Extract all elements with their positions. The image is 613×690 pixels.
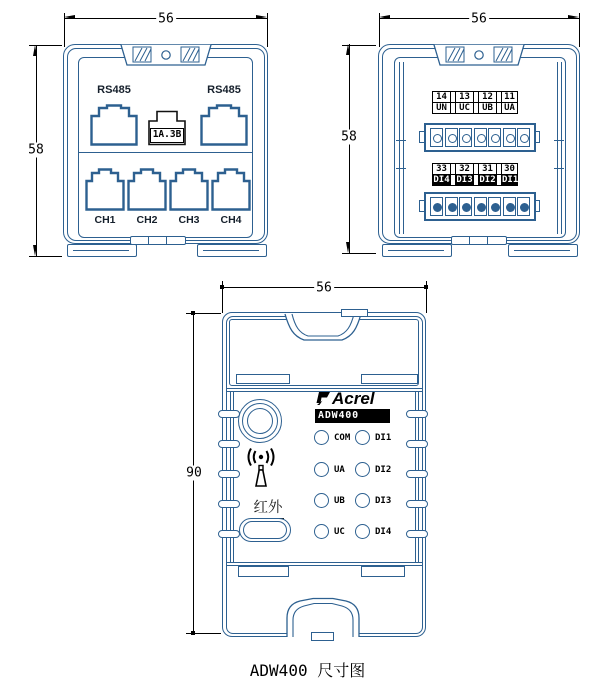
terminal-cell: 12 (478, 91, 497, 103)
din-tab-line (148, 237, 149, 244)
dim-arrow (33, 245, 37, 256)
channel-tick (554, 140, 564, 141)
dim-height-rear-right: 58 (341, 129, 357, 145)
dim-terminator (191, 311, 195, 315)
dim-arrow (256, 15, 267, 19)
led-di1 (355, 430, 370, 445)
vent-rib (406, 500, 428, 508)
vent-rib (406, 440, 428, 448)
dim-arrow (346, 242, 350, 253)
screw-terminal (459, 197, 472, 216)
screw-hole-icon (162, 51, 170, 59)
channel-tick (396, 168, 406, 169)
led-ua (314, 462, 329, 477)
screw-hole-icon (475, 51, 483, 59)
terminal-cell: 14 (432, 91, 451, 103)
channel-tick (396, 140, 406, 141)
rj45-port-ch1 (85, 168, 125, 211)
dim-arrow (346, 44, 350, 55)
side-channel (557, 62, 558, 234)
led-ub (314, 493, 329, 508)
screw-terminal (459, 128, 472, 147)
led-di1-label: DI1 (375, 433, 392, 443)
extension-line (29, 256, 62, 257)
terminal-cell: UC (455, 102, 474, 114)
led-ub-label: UB (334, 496, 345, 506)
ch1-label: CH1 (94, 214, 116, 226)
terminal-cell: UN (432, 102, 451, 114)
din-center-tab (130, 236, 186, 245)
screw-terminal (517, 197, 530, 216)
din-clip-line (73, 250, 129, 251)
extension-line (267, 13, 268, 47)
vent-rib (218, 530, 240, 538)
lower-terminal-block (424, 192, 536, 221)
bottom-slot-right (361, 566, 405, 577)
dim-terminator (424, 285, 428, 289)
upper-terminal-block (424, 123, 536, 152)
dim-width-rear-right: 56 (471, 11, 487, 27)
din-clip-line (203, 250, 259, 251)
vent-rib (218, 500, 240, 508)
acrel-logo-icon (316, 391, 331, 406)
terminal-cell: 31 (478, 163, 497, 175)
led-di2 (355, 462, 370, 477)
dim-width-rear-left: 56 (158, 11, 174, 27)
bottom-slot-left (238, 566, 289, 577)
bottom-separation-line (226, 562, 422, 563)
led-di2-label: DI2 (375, 465, 392, 475)
vent-rib (218, 440, 240, 448)
terminal-cell: 30 (501, 163, 518, 175)
dim-arrow (64, 15, 75, 19)
led-com (314, 430, 329, 445)
infrared-label-text: 红外 (253, 496, 284, 519)
led-di4-label: DI4 (375, 527, 392, 537)
ch4-label: CH4 (220, 214, 242, 226)
channel-tick (554, 168, 564, 169)
top-notch (120, 44, 212, 70)
antenna-connector-inner (247, 408, 273, 434)
screw-terminal (503, 128, 516, 147)
vent-rib (406, 470, 428, 478)
screw-terminal (474, 197, 487, 216)
dim-terminator (191, 631, 195, 635)
dim-height-rear-left: 58 (28, 142, 44, 158)
terminal-cell: DI1 (502, 175, 519, 185)
rj45-port-ch2 (127, 168, 167, 211)
screw-terminal (488, 128, 501, 147)
terminal-cell: UA (501, 102, 518, 114)
ch3-label: CH3 (178, 214, 200, 226)
cover-slot-right (361, 374, 418, 384)
dim-arrow (33, 45, 37, 56)
dim-height-front: 90 (186, 465, 202, 481)
led-com-label: COM (334, 433, 351, 443)
screw-terminal (517, 128, 530, 147)
dim-width-front: 56 (316, 280, 332, 296)
terminal-cell: UB (478, 102, 497, 114)
screw-terminal (430, 128, 443, 147)
bottom-notch (285, 596, 361, 637)
screw-terminal (503, 197, 516, 216)
led-di4 (355, 524, 370, 539)
led-uc-label: UC (334, 527, 345, 537)
model-label: ADW400 (315, 409, 390, 423)
din-clip-line (388, 250, 444, 251)
led-di3 (355, 493, 370, 508)
cover-separation-line (226, 388, 422, 389)
ch2-label: CH2 (136, 214, 158, 226)
rs485-label-left: RS485 (97, 84, 131, 96)
terminal-cell: 13 (455, 91, 474, 103)
rj45-port-rs485-left (90, 104, 138, 146)
rj45-port-rs485-right (200, 104, 248, 146)
rs485-label-right: RS485 (207, 84, 241, 96)
lower-terminal-names (432, 174, 518, 186)
led-ua-label: UA (334, 465, 345, 475)
led-uc (314, 524, 329, 539)
bottom-tab (311, 632, 334, 641)
terminal-cell: DI4 (433, 175, 450, 185)
dim-line-height-rear-right (349, 44, 350, 254)
brand-label: Acrel (332, 389, 375, 408)
extension-line (579, 13, 580, 47)
terminal-cell: 32 (455, 163, 474, 175)
din-tab-line (487, 237, 488, 244)
infrared-label (245, 496, 291, 519)
vent-rib (218, 410, 240, 418)
rj45-port-ch4 (211, 168, 251, 211)
dim-terminator (220, 285, 224, 289)
din-clip-line (514, 250, 570, 251)
din-tab-line (166, 237, 167, 244)
terminal-cell: DI2 (479, 175, 496, 185)
vent-rib (406, 410, 428, 418)
top-notch (433, 44, 525, 70)
cover-slot-left (236, 374, 290, 384)
din-tab-line (469, 237, 470, 244)
dim-arrow (379, 15, 390, 19)
antenna-icon (243, 448, 279, 488)
infrared-window-inner (243, 521, 287, 539)
screw-terminal (488, 197, 501, 216)
extension-line (342, 253, 376, 254)
led-di3-label: DI3 (375, 496, 392, 506)
side-channel (403, 62, 404, 234)
terminal-cell: 33 (432, 163, 451, 175)
screw-terminal (474, 128, 487, 147)
side-channel (561, 62, 562, 234)
upper-terminal-names (432, 102, 518, 114)
terminal-cell: DI3 (456, 175, 473, 185)
screw-terminal (445, 197, 458, 216)
terminal-cell: 11 (501, 91, 518, 103)
cable-notch (284, 314, 362, 348)
side-channel (399, 62, 400, 234)
screw-terminal (445, 128, 458, 147)
rj45-port-ch3 (169, 168, 209, 211)
dim-arrow (568, 15, 579, 19)
screw-terminal (430, 197, 443, 216)
drawing-caption: ADW400 尺寸图 (249, 661, 366, 680)
panel-divider (78, 152, 253, 153)
din-center-tab (451, 236, 507, 245)
top-tab (341, 309, 368, 317)
center-port-label: 1A.3B (150, 128, 184, 143)
vent-rib (406, 530, 428, 538)
vent-rib (218, 470, 240, 478)
